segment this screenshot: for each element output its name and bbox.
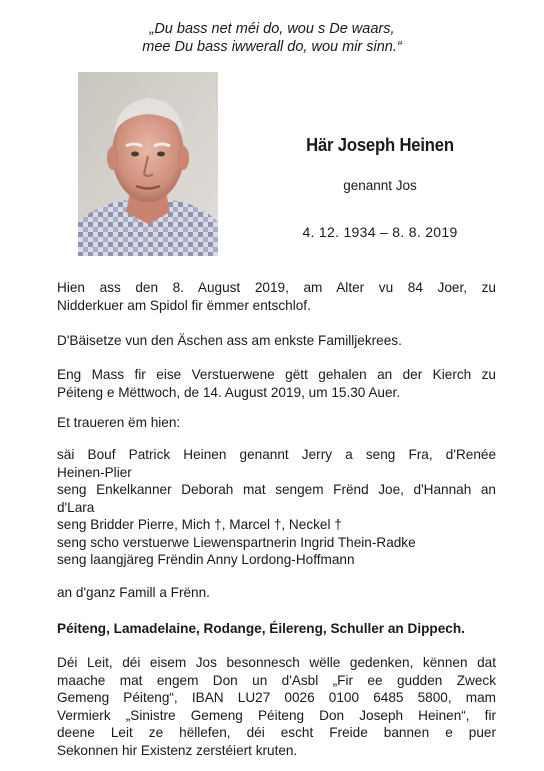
mourner-line: seng Bridder Pierre, Mich †, Marcel †, Neckel † (57, 517, 342, 532)
paragraph-line: Péiteng e Mëttwoch, de 14. August 2019, um 15.30 Auer. (57, 384, 401, 400)
mourner-line: Heinen-Plier (57, 464, 132, 480)
mourners-heading (57, 414, 496, 432)
mourner-line: seng scho verstuerwe Liewenspartnerin Ingrid Thein-Radke (57, 534, 416, 550)
mourner-line: d'Lara (57, 499, 95, 515)
mourner-line: säi Bouf Patrick Heinen genannt Jerry a seng Fra, d'Renée (57, 447, 496, 462)
funeral-notice-paragraph (57, 332, 496, 350)
mass-notice-paragraph (57, 366, 496, 401)
deceased-alias: genannt Jos (343, 178, 417, 193)
paragraph-line: Hien ass den 8. August 2019, am Alter vu 84 Joer, zu (57, 280, 496, 295)
death-announcement-paragraph (57, 279, 496, 314)
towns-line (57, 620, 496, 638)
donation-line: deene Leit ze hëllefen, déi escht Freide bannen e puer (57, 725, 496, 740)
paragraph-line: Et traueren ëm hien: (57, 415, 181, 430)
deceased-name: Här Joseph Heinen (306, 134, 454, 155)
mourners-list (57, 446, 496, 569)
donation-line: maache mat engem Don un d'Asbl „Fir ee gudden Zweck (57, 672, 496, 688)
mourner-line: seng laangjäreg Frëndin Anny Lordong-Hoffmann (57, 552, 355, 567)
donation-line: Gemeng Péiteng“, IBAN LU27 0026 0100 6485 5800, mam (57, 690, 496, 705)
paragraph-line: Eng Mass fir eise Verstuerwene gëtt gehalen an der Kierch zu (57, 367, 496, 382)
paragraph-line: an d'ganz Famill a Frënn. (57, 585, 210, 600)
portrait-photo (78, 72, 218, 256)
epigraph-quote (0, 20, 544, 56)
paragraph-line: Péiteng, Lamadelaine, Rodange, Éilereng, Schuller an Dippech. (57, 621, 465, 636)
paragraph-line: D'Bäisetze vun den Äschen ass am enkste Familljekrees. (57, 333, 402, 348)
donation-line: Vermierk „Sinistre Gemeng Péiteng Don Joseph Heinen“, fir (57, 707, 496, 723)
quote-line-1: „Du bass net méi do, wou s De waars, (149, 21, 395, 37)
donation-paragraph (57, 654, 496, 759)
paragraph-line: Nidderkuer am Spidol fir ëmmer entschlof. (57, 297, 311, 313)
donation-line: Sekonnen hir Existenz zerstéiert kruten. (57, 742, 298, 758)
life-dates: 4. 12. 1934 – 8. 8. 2019 (302, 224, 458, 240)
donation-line: Déi Leit, déi eisem Jos besonnesch wëlle gedenken, kënnen dat (57, 655, 496, 670)
family-line (57, 584, 496, 602)
mourner-line: seng Enkelkanner Deborah mat sengem Frënd Joe, d'Hannah an (57, 482, 496, 497)
quote-line-2: mee Du bass iwwerall do, wou mir sinn.“ (142, 39, 402, 55)
